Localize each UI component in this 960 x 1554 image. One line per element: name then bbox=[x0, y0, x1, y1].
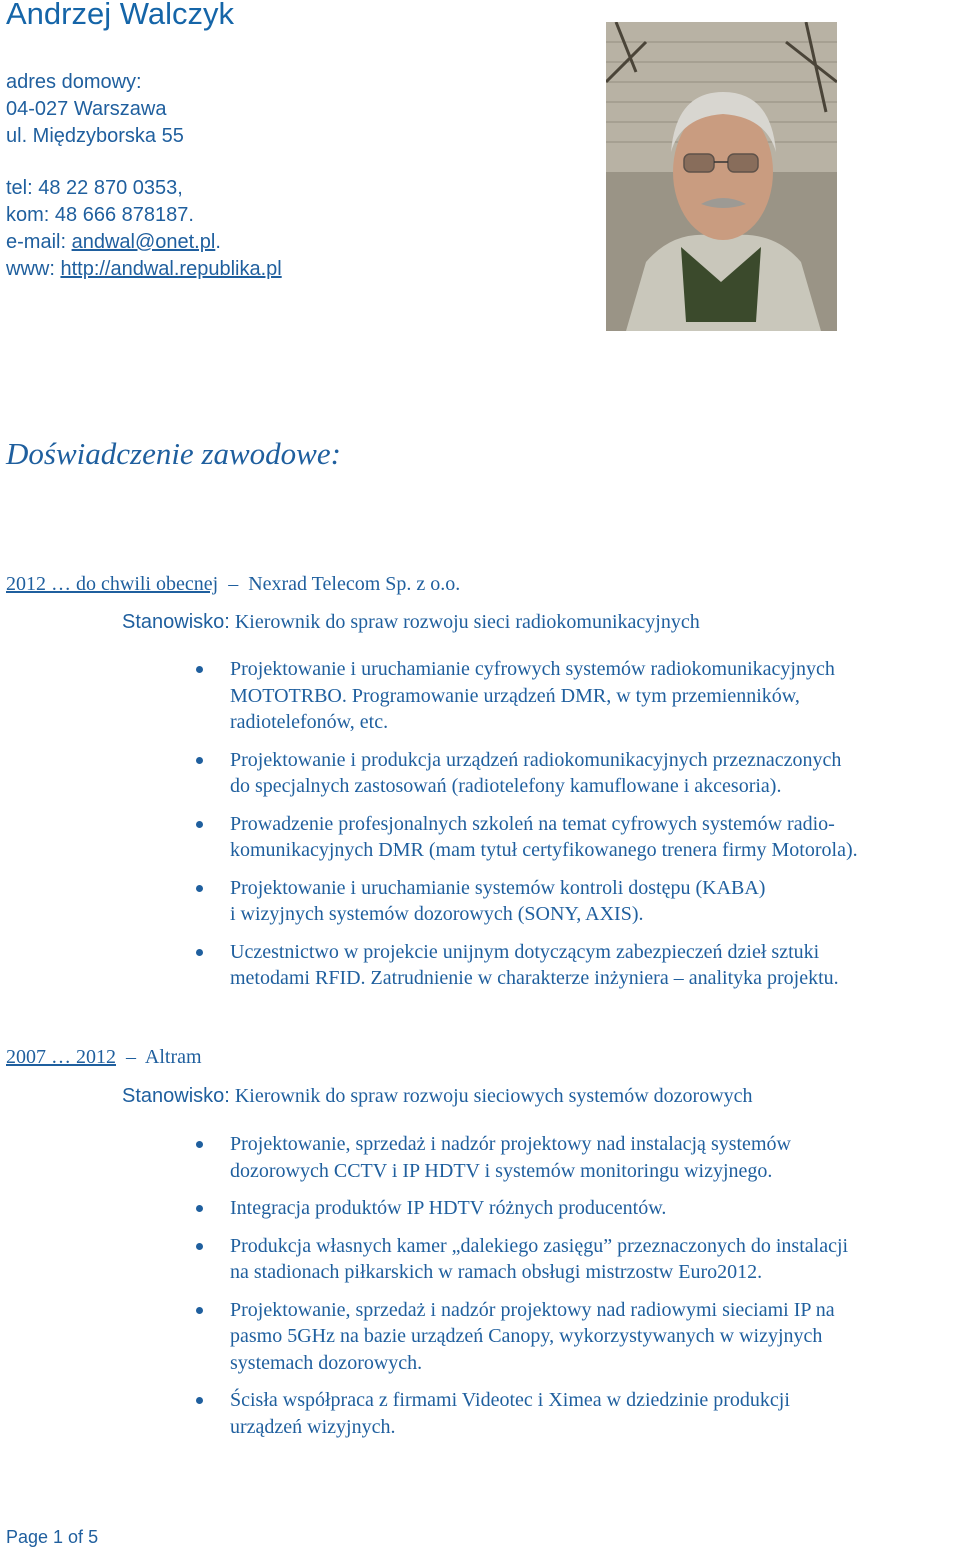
job-2-position-value: Kierownik do spraw rozwoju sieciowych systemów dozorowych bbox=[234, 1085, 753, 1107]
www-label: www: bbox=[6, 258, 61, 280]
job-2-period: 2007 … 2012 bbox=[6, 1046, 116, 1068]
portrait-photo bbox=[606, 22, 837, 331]
job-1-header bbox=[6, 573, 460, 596]
job-2-position-label: Stanowisko: bbox=[122, 1085, 230, 1107]
list-item: Projektowanie, sprzedaż i nadzór projektowy nad radiowymi sieciami IP na pasmo 5GHz na bazie urządzeń Canopy, wykorzystywanych w wizyjnych systemach dozorowych. bbox=[192, 1297, 848, 1377]
address-label: adres domowy: bbox=[6, 71, 142, 93]
job-2-company: Altram bbox=[144, 1046, 202, 1068]
job-1-position-value: Kierownik do spraw rozwoju sieci radiokomunikacyjnych bbox=[234, 611, 700, 633]
list-item: Integracja produktów IP HDTV różnych producentów. bbox=[192, 1195, 848, 1222]
address-city: 04-027 Warszawa bbox=[6, 98, 167, 120]
www-link[interactable]: http://andwal.republika.pl bbox=[60, 258, 282, 280]
page-number: Page 1 of 5 bbox=[6, 1527, 99, 1547]
job-2-dash: – bbox=[121, 1046, 141, 1068]
list-item: Projektowanie, sprzedaż i nadzór projektowy nad instalacją systemów dozorowych CCTV i IP HDTV i systemów monitoringu wizyjnego. bbox=[192, 1131, 848, 1184]
email-line bbox=[6, 229, 282, 256]
job-2-position bbox=[122, 1085, 753, 1108]
job-1-position bbox=[122, 611, 700, 634]
list-item: Ścisła współpraca z firmami Videotec i Ximea w dziedzinie produkcji urządzeń wizyjnych. bbox=[192, 1387, 848, 1440]
address-street: ul. Międzyborska 55 bbox=[6, 125, 184, 147]
section-title-experience: Doświadczenie zawodowe: bbox=[6, 436, 341, 471]
email-link[interactable]: andwal@onet.pl bbox=[71, 231, 216, 253]
email-label: e-mail: bbox=[6, 231, 72, 253]
list-item: Prowadzenie profesjonalnych szkoleń na temat cyfrowych systemów radio- komunikacyjnych DMR (mam tytuł certyfikowanego trenera firmy Motorola). bbox=[192, 811, 858, 864]
www-line bbox=[6, 256, 282, 283]
job-2-header bbox=[6, 1046, 202, 1069]
job-1-dash: – bbox=[223, 573, 244, 595]
job-1-company: Nexrad Telecom Sp. z o.o. bbox=[248, 573, 461, 595]
list-item: Projektowanie i uruchamianie cyfrowych systemów radiokomunikacyjnych MOTOTRBO. Programowanie urządzeń DMR, w tym przemienników, radiotelefonów, etc. bbox=[192, 656, 858, 736]
list-item: Projektowanie i uruchamianie systemów kontroli dostępu (KABA) i wizyjnych systemów dozorowych (SONY, AXIS). bbox=[192, 875, 858, 928]
list-item: Projektowanie i produkcja urządzeń radiokomunikacyjnych przeznaczonych do specjalnych zastosowań (radiotelefony kamuflowane i akcesoria). bbox=[192, 747, 858, 800]
list-item: Produkcja własnych kamer „dalekiego zasięgu” przeznaczonych do instalacji na stadionach piłkarskich w ramach obsługi mistrzostw Euro2012. bbox=[192, 1233, 848, 1286]
photo-glasses-right bbox=[728, 154, 758, 172]
job-1-position-label: Stanowisko: bbox=[122, 611, 230, 633]
contact-block bbox=[6, 69, 282, 283]
mobile: kom: 48 666 878187. bbox=[6, 204, 194, 226]
job-1-duties bbox=[192, 656, 858, 992]
job-1-period: 2012 … do chwili obecnej bbox=[6, 573, 219, 595]
phone: tel: 48 22 870 0353, bbox=[6, 177, 183, 199]
photo-glasses-left bbox=[684, 154, 714, 172]
job-2-duties bbox=[192, 1131, 848, 1440]
list-item: Uczestnictwo w projekcie unijnym dotyczącym zabezpieczeń dzieł sztuki metodami RFID. Zatrudnienie w charakterze inżyniera – analityka projektu. bbox=[192, 939, 858, 992]
email-suffix: . bbox=[215, 231, 221, 253]
person-name: Andrzej Walczyk bbox=[6, 0, 234, 31]
